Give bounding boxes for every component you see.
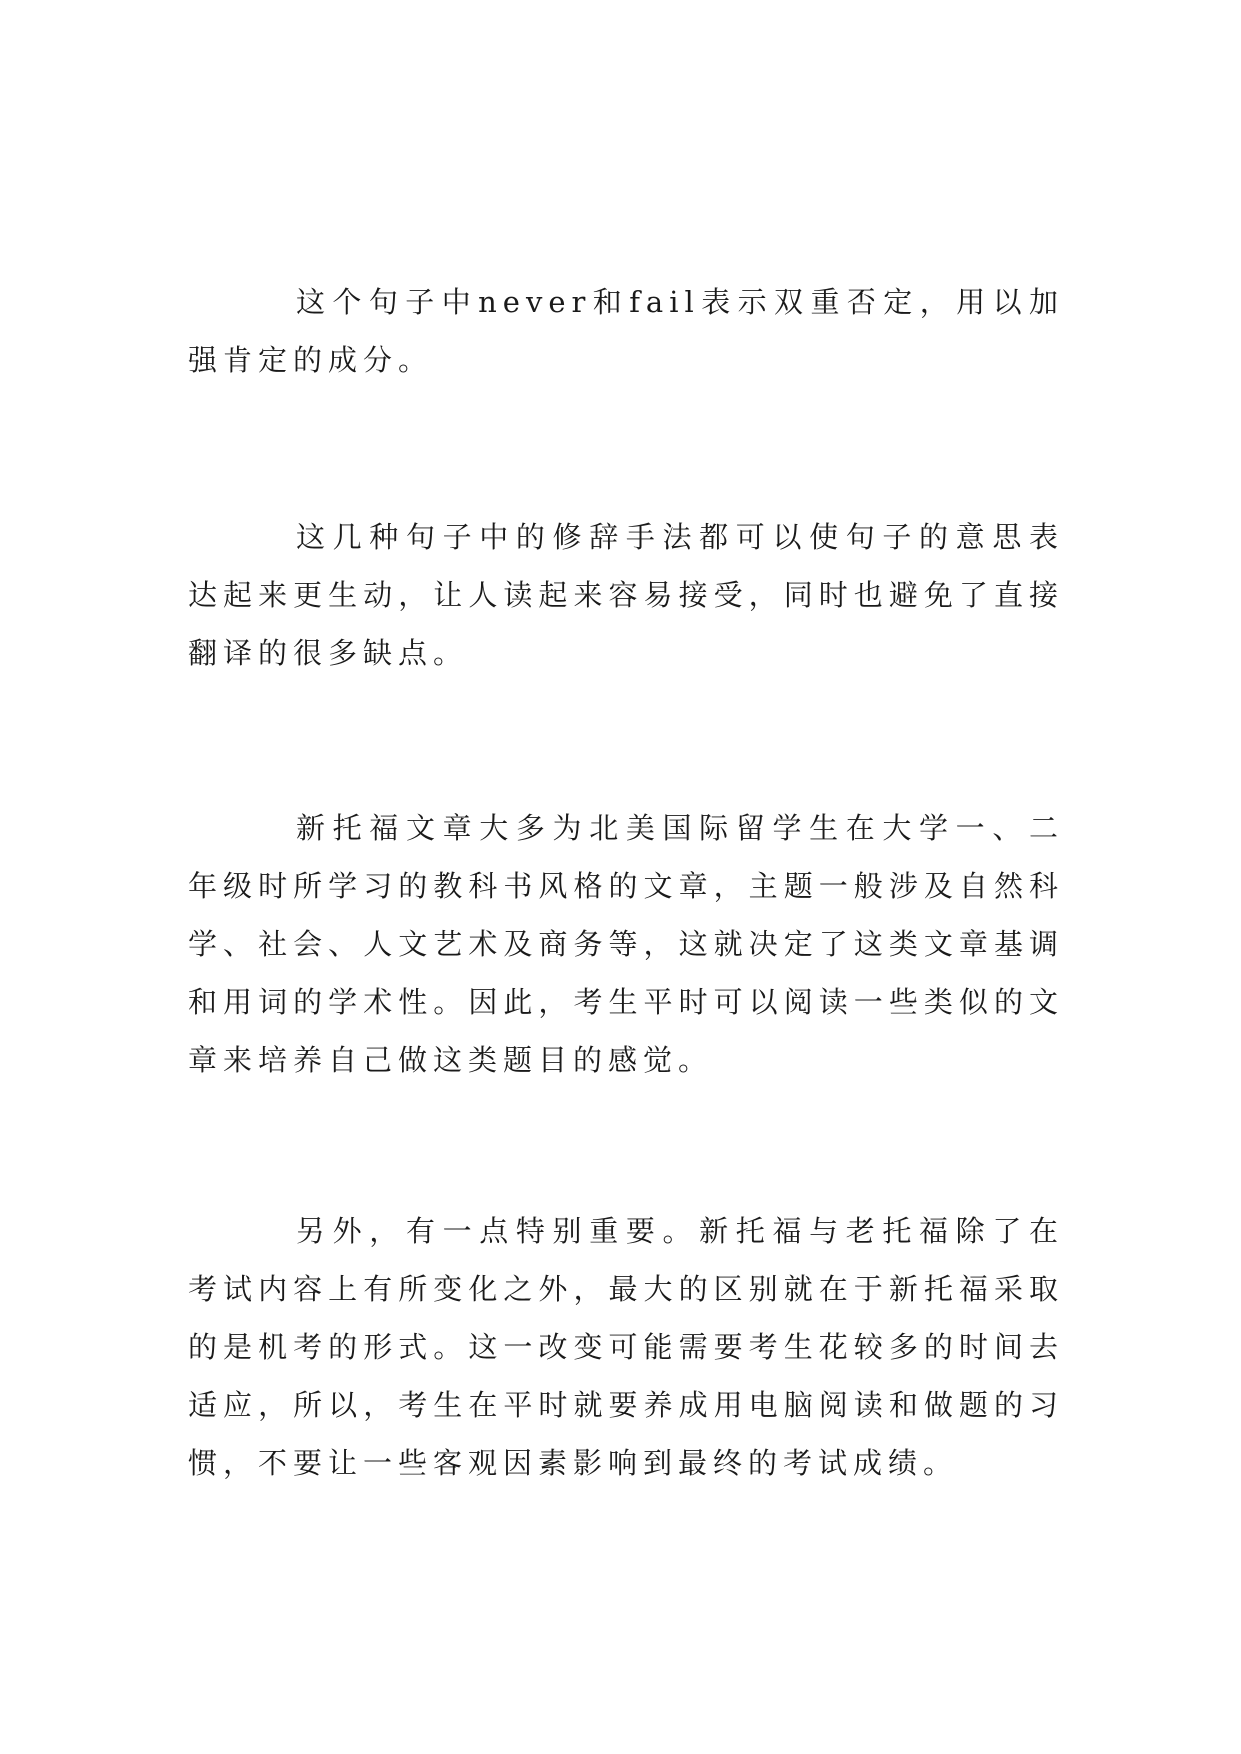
paragraph-computer-based-test: 另外，有一点特别重要。新托福与老托福除了在考试内容上有所变化之外，最大的区别就在于新托福采取的是机考的形式。这一改变可能需要考生花较多的时间去适应，所以，考生在平时就要养成用电脑阅读和做题的习惯，不要让一些客观因素影响到最终的考试成绩。 (188, 1214, 1064, 1480)
paragraph-toefl-articles: 新托福文章大多为北美国际留学生在大学一、二年级时所学习的教科书风格的文章，主题一般涉及自然科学、社会、人文艺术及商务等，这就决定了这类文章基调和用词的学术性。因此，考生平时可以阅读一些类似的文章来培养自己做这类题目的感觉。 (188, 811, 1064, 1077)
paragraph-rhetoric: 这几种句子中的修辞手法都可以使句子的意思表达起来更生动，让人读起来容易接受，同时也避免了直接翻译的很多缺点。 (188, 520, 1064, 670)
paragraph-double-negation: 这个句子中never和fail表示双重否定，用以加强肯定的成分。 (188, 285, 1064, 377)
